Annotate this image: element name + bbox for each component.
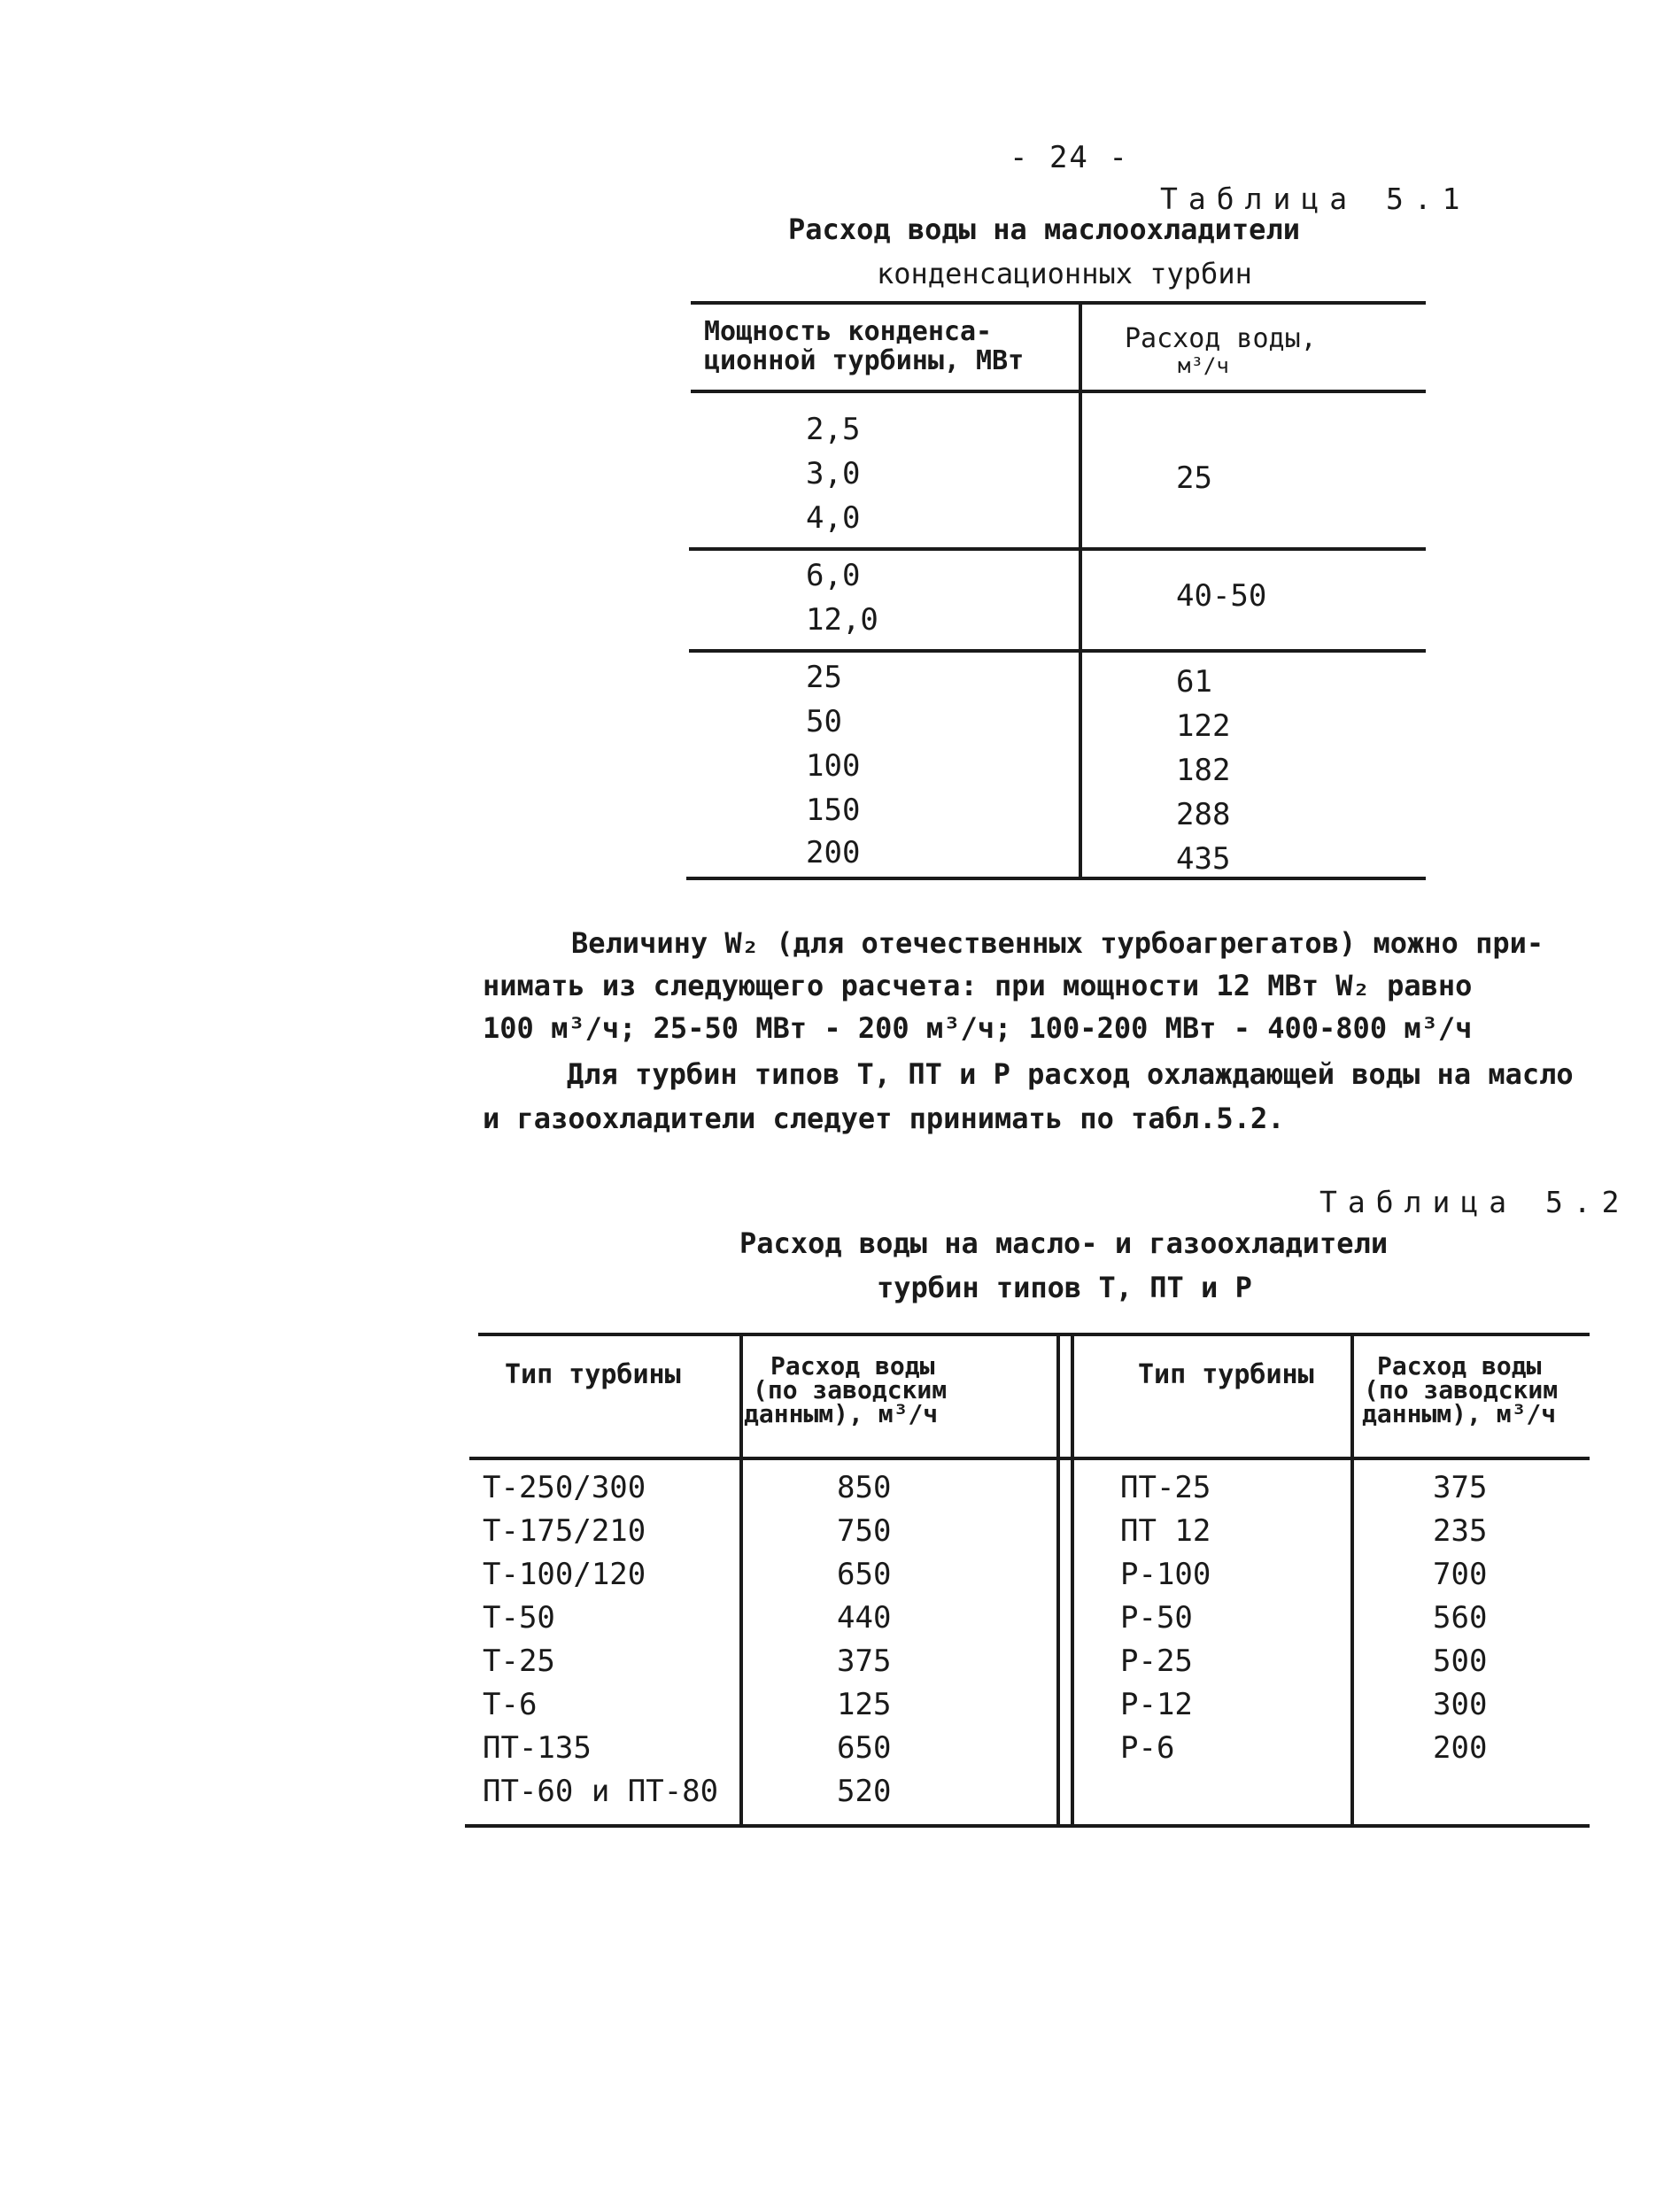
table2-divider — [1056, 1333, 1060, 1824]
table2-left-type: Т-250/300 — [483, 1470, 646, 1505]
table2-left-type: Т-25 — [483, 1644, 555, 1679]
table1-flow: 25 — [1176, 460, 1212, 496]
table1-power: 3,0 — [806, 456, 861, 491]
table1-flow: 122 — [1176, 708, 1231, 744]
table2-right-type: Р-25 — [1120, 1644, 1193, 1679]
table1-header-col2-line1: Расход воды, — [1125, 323, 1317, 354]
table2-left-type: ПТ-60 и ПТ-80 — [483, 1774, 719, 1809]
table2-header-flow-line3: данным), м³/ч — [1362, 1399, 1557, 1428]
table1-flow: 288 — [1176, 797, 1231, 832]
table2-header-rule — [469, 1457, 1590, 1460]
table1-power: 200 — [806, 835, 861, 870]
table2-left-type: Т-6 — [483, 1687, 538, 1722]
table2-top-rule — [478, 1333, 1590, 1336]
table1-header-col2-line2: м³/ч — [1178, 353, 1229, 378]
table2-left-flow: 650 — [837, 1730, 892, 1766]
table2-header-type: Тип турбины — [1138, 1359, 1314, 1390]
table1-header-col1-line1: Мощность конденса- — [704, 316, 993, 347]
table1-power: 150 — [806, 793, 861, 828]
paragraph-line: нимать из следующего расчета: при мощности 12 МВт W₂ равно — [483, 969, 1473, 1002]
table1-bottom-rule — [686, 877, 1426, 880]
table2-right-type: ПТ 12 — [1120, 1513, 1211, 1549]
table2-title-line1: Расход воды на масло- и газоохладители — [739, 1226, 1389, 1260]
table1-group-rule — [689, 547, 1426, 551]
table2-divider — [1071, 1333, 1074, 1824]
table2-right-type: Р-100 — [1120, 1557, 1211, 1592]
table2-right-type: Р-12 — [1120, 1687, 1193, 1722]
table1-power: 50 — [806, 704, 842, 739]
table2-divider — [739, 1333, 743, 1824]
table1-power: 25 — [806, 660, 842, 695]
table2-bottom-rule — [465, 1824, 1590, 1828]
table1-power: 4,0 — [806, 500, 861, 536]
table1-label: Таблица 5.1 — [1160, 182, 1471, 216]
table2-left-flow: 850 — [837, 1470, 892, 1505]
table1-flow: 435 — [1176, 841, 1231, 877]
table2-left-flow: 125 — [837, 1687, 892, 1722]
table1-power: 6,0 — [806, 558, 861, 593]
paragraph-line: и газоохладители следует принимать по табл.5.2. — [483, 1102, 1285, 1135]
table2-right-type: Р-6 — [1120, 1730, 1175, 1766]
table2-right-type: ПТ-25 — [1120, 1470, 1211, 1505]
table2-header-flow-line1: Расход воды — [1377, 1351, 1542, 1381]
table2-divider — [1350, 1333, 1354, 1824]
table1-power: 2,5 — [806, 412, 861, 447]
table2-left-type: Т-50 — [483, 1600, 555, 1636]
table2-right-type: Р-50 — [1120, 1600, 1193, 1636]
table1-title-line2: конденсационных турбин — [877, 257, 1252, 290]
table1-power: 100 — [806, 748, 861, 784]
table1-header-rule — [691, 390, 1426, 393]
paragraph-line: Величину W₂ (для отечественных турбоагрегатов) можно при- — [571, 926, 1544, 960]
table2-right-flow: 235 — [1433, 1513, 1488, 1549]
table2-right-flow: 200 — [1433, 1730, 1488, 1766]
table2-left-type: Т-100/120 — [483, 1557, 646, 1592]
table1-flow: 40-50 — [1176, 578, 1267, 614]
table1-header-col1-line2: ционной турбины, МВт — [704, 345, 1025, 376]
table1-top-rule — [691, 301, 1426, 305]
paragraph-line: Для турбин типов Т, ПТ и Р расход охлаждающей воды на масло — [567, 1057, 1574, 1091]
table2-right-flow: 500 — [1433, 1644, 1488, 1679]
table2-left-flow: 520 — [837, 1774, 892, 1809]
table2-header-flow-line1: Расход воды — [770, 1351, 935, 1381]
table2-right-flow: 560 — [1433, 1600, 1488, 1636]
table2-header-type: Тип турбины — [505, 1359, 681, 1390]
table1-title-line1: Расход воды на маслоохладители — [788, 213, 1300, 246]
table2-label: Таблица 5.2 — [1319, 1185, 1630, 1219]
table2-left-flow: 375 — [837, 1644, 892, 1679]
table2-header-flow-line2: (по заводским — [753, 1375, 948, 1404]
table2-left-type: ПТ-135 — [483, 1730, 592, 1766]
table2-right-flow: 700 — [1433, 1557, 1488, 1592]
table2-left-flow: 440 — [837, 1600, 892, 1636]
table2-left-flow: 750 — [837, 1513, 892, 1549]
table1-group-rule — [689, 649, 1426, 653]
table1-flow: 61 — [1176, 664, 1212, 700]
table1-flow: 182 — [1176, 753, 1231, 788]
table1-column-divider — [1079, 301, 1082, 877]
table2-header-flow-line3: данным), м³/ч — [744, 1399, 939, 1428]
page-number: - 24 - — [1010, 140, 1129, 175]
table1-power: 12,0 — [806, 602, 878, 638]
table2-right-flow: 375 — [1433, 1470, 1488, 1505]
table2-left-flow: 650 — [837, 1557, 892, 1592]
table2-header-flow-line2: (по заводским — [1364, 1375, 1559, 1404]
paragraph-line: 100 м³/ч; 25-50 МВт - 200 м³/ч; 100-200 МВт - 400-800 м³/ч — [483, 1011, 1473, 1045]
table2-right-flow: 300 — [1433, 1687, 1488, 1722]
table2-title-line2: турбин типов Т, ПТ и Р — [877, 1271, 1252, 1304]
table2-left-type: Т-175/210 — [483, 1513, 646, 1549]
